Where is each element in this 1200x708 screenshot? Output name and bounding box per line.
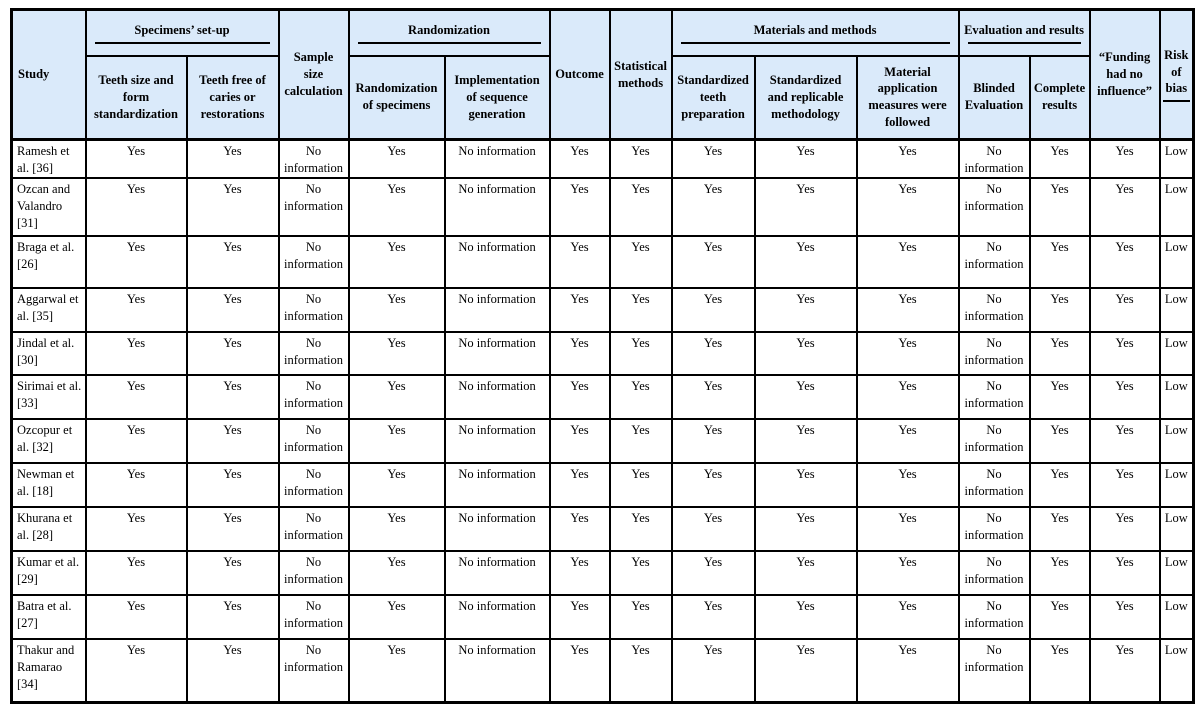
value-cell: Yes [187, 288, 279, 332]
value-cell: Yes [1030, 639, 1090, 702]
value-cell: Yes [86, 178, 187, 236]
column-header-funding-had-no-influence: “Funding had no influence” [1090, 10, 1160, 140]
subcolumn-header-standardized-teeth-preparation: Standardized teeth preparation [672, 56, 755, 140]
table-row [12, 463, 1194, 507]
table-row [12, 551, 1194, 595]
value-cell: Low [1160, 288, 1194, 332]
value-cell: Yes [610, 288, 672, 332]
study-cell: Sirimai et al. [33] [12, 375, 86, 419]
value-cell: Yes [1090, 595, 1160, 639]
value-cell: Low [1160, 551, 1194, 595]
value-cell: Yes [550, 419, 610, 463]
value-cell: No information [279, 236, 349, 288]
value-cell: Yes [610, 332, 672, 375]
value-cell: Yes [755, 419, 857, 463]
value-cell: Yes [857, 140, 959, 179]
group-header-underline [95, 42, 270, 44]
subcolumn-header-sequence-generation: Implementation of sequence generation [445, 56, 550, 140]
column-header-label: Risk of bias [1164, 47, 1189, 96]
group-header-label: Materials and methods [753, 22, 877, 37]
value-cell: Yes [672, 140, 755, 179]
value-cell: No information [445, 178, 550, 236]
value-cell: Yes [187, 639, 279, 702]
subcolumn-header-teeth-size-standardization: Teeth size and form standardization [86, 56, 187, 140]
value-cell: Yes [1030, 332, 1090, 375]
value-cell: Yes [755, 178, 857, 236]
value-cell: Yes [610, 419, 672, 463]
value-cell: Yes [610, 178, 672, 236]
value-cell: Yes [610, 375, 672, 419]
value-cell: Yes [672, 236, 755, 288]
value-cell: Yes [349, 140, 445, 179]
value-cell: No information [959, 595, 1030, 639]
column-header-outcome: Outcome [550, 10, 610, 140]
value-cell: No information [279, 419, 349, 463]
study-cell: Thakur and Ramarao [34] [12, 639, 86, 702]
value-cell: Yes [349, 551, 445, 595]
value-cell: No information [959, 551, 1030, 595]
value-cell: Yes [672, 639, 755, 702]
group-header-randomization [349, 10, 550, 56]
study-cell: Ramesh et al. [36] [12, 140, 86, 179]
group-header-underline [968, 42, 1081, 44]
study-cell: Newman et al. [18] [12, 463, 86, 507]
value-cell: Yes [550, 639, 610, 702]
value-cell: Yes [857, 507, 959, 551]
value-cell: Yes [857, 332, 959, 375]
value-cell: Yes [86, 507, 187, 551]
value-cell: Yes [550, 140, 610, 179]
value-cell: Yes [349, 236, 445, 288]
study-cell: Ozcopur et al. [32] [12, 419, 86, 463]
column-header-underline [1163, 100, 1190, 102]
value-cell: Yes [86, 595, 187, 639]
value-cell: Yes [1090, 419, 1160, 463]
value-cell: Yes [1030, 288, 1090, 332]
value-cell: Yes [1030, 507, 1090, 551]
value-cell: No information [959, 419, 1030, 463]
value-cell: Yes [1030, 463, 1090, 507]
value-cell: Low [1160, 595, 1194, 639]
group-header-underline [681, 42, 950, 44]
value-cell: Yes [1090, 639, 1160, 702]
table-row [12, 288, 1194, 332]
value-cell: Yes [349, 595, 445, 639]
value-cell: Yes [1090, 507, 1160, 551]
value-cell: Yes [1030, 178, 1090, 236]
value-cell: Yes [550, 178, 610, 236]
value-cell: No information [959, 507, 1030, 551]
table-row [12, 507, 1194, 551]
value-cell: Yes [187, 551, 279, 595]
value-cell: Yes [187, 236, 279, 288]
value-cell: Yes [86, 419, 187, 463]
value-cell: Yes [672, 507, 755, 551]
value-cell: Yes [550, 551, 610, 595]
value-cell: Yes [755, 332, 857, 375]
value-cell: No information [445, 375, 550, 419]
value-cell: Low [1160, 236, 1194, 288]
value-cell: No information [959, 236, 1030, 288]
value-cell: No information [445, 639, 550, 702]
value-cell: No information [279, 375, 349, 419]
value-cell: Yes [1090, 140, 1160, 179]
value-cell: Yes [672, 595, 755, 639]
value-cell: Yes [610, 551, 672, 595]
value-cell: Yes [610, 507, 672, 551]
value-cell: No information [445, 463, 550, 507]
value-cell: Yes [610, 236, 672, 288]
value-cell: Yes [755, 507, 857, 551]
value-cell: No information [959, 332, 1030, 375]
value-cell: No information [445, 595, 550, 639]
value-cell: Yes [672, 419, 755, 463]
value-cell: Yes [187, 140, 279, 179]
value-cell: Yes [187, 375, 279, 419]
value-cell: Yes [857, 551, 959, 595]
value-cell: Yes [857, 463, 959, 507]
value-cell: Yes [1030, 419, 1090, 463]
value-cell: No information [445, 140, 550, 179]
value-cell: Yes [857, 236, 959, 288]
value-cell: No information [279, 551, 349, 595]
study-cell: Ozcan and Valandro [31] [12, 178, 86, 236]
value-cell: Yes [672, 178, 755, 236]
value-cell: No information [959, 463, 1030, 507]
value-cell: Yes [857, 595, 959, 639]
value-cell: Low [1160, 639, 1194, 702]
value-cell: Yes [755, 463, 857, 507]
value-cell: Yes [550, 463, 610, 507]
study-cell: Batra et al. [27] [12, 595, 86, 639]
value-cell: Yes [349, 178, 445, 236]
table-row [12, 332, 1194, 375]
value-cell: Yes [187, 463, 279, 507]
column-header-study: Study [12, 10, 86, 140]
value-cell: Yes [610, 595, 672, 639]
value-cell: Yes [755, 375, 857, 419]
value-cell: Yes [1090, 236, 1160, 288]
risk-of-bias-assessment-table [10, 8, 1195, 704]
column-header-risk-of-bias [1160, 10, 1194, 140]
value-cell: Yes [755, 140, 857, 179]
value-cell: Yes [1090, 551, 1160, 595]
value-cell: Yes [349, 507, 445, 551]
column-header-sample-size-calculation: Sample size calculation [279, 10, 349, 140]
value-cell: Yes [672, 463, 755, 507]
value-cell: No information [959, 375, 1030, 419]
value-cell: Yes [1030, 595, 1090, 639]
value-cell: Yes [857, 639, 959, 702]
table-row [12, 639, 1194, 702]
value-cell: No information [279, 595, 349, 639]
value-cell: Yes [1090, 375, 1160, 419]
value-cell: No information [279, 140, 349, 179]
value-cell: Yes [187, 178, 279, 236]
value-cell: Yes [187, 507, 279, 551]
value-cell: Yes [1030, 375, 1090, 419]
value-cell: Yes [610, 463, 672, 507]
value-cell: Yes [349, 639, 445, 702]
header-group-row [12, 10, 1194, 56]
value-cell: No information [959, 639, 1030, 702]
value-cell: Yes [755, 288, 857, 332]
value-cell: Yes [86, 140, 187, 179]
value-cell: No information [279, 288, 349, 332]
value-cell: Yes [857, 288, 959, 332]
value-cell: Yes [672, 332, 755, 375]
subcolumn-header-material-application-measures: Material application measures were followed [857, 56, 959, 140]
value-cell: Yes [86, 551, 187, 595]
value-cell: No information [279, 639, 349, 702]
subcolumn-header-randomization-of-specimens: Randomization of specimens [349, 56, 445, 140]
value-cell: Low [1160, 178, 1194, 236]
value-cell: Yes [86, 236, 187, 288]
value-cell: Yes [857, 178, 959, 236]
value-cell: Yes [86, 463, 187, 507]
value-cell: Yes [187, 332, 279, 375]
table-row [12, 375, 1194, 419]
group-header-label: Randomization [408, 22, 490, 37]
value-cell: No information [959, 140, 1030, 179]
group-header-specimens-setup [86, 10, 279, 56]
value-cell: Yes [1090, 288, 1160, 332]
table-row [12, 595, 1194, 639]
study-cell: Braga et al. [26] [12, 236, 86, 288]
value-cell: Yes [187, 595, 279, 639]
value-cell: Yes [610, 639, 672, 702]
subcolumn-header-teeth-free-of-caries: Teeth free of caries or restorations [187, 56, 279, 140]
value-cell: Yes [550, 375, 610, 419]
value-cell: Yes [86, 332, 187, 375]
value-cell: Yes [857, 419, 959, 463]
value-cell: No information [445, 288, 550, 332]
value-cell: Yes [672, 288, 755, 332]
subcolumn-header-standardized-methodology: Standardized and replicable methodology [755, 56, 857, 140]
value-cell: Yes [610, 140, 672, 179]
value-cell: No information [445, 419, 550, 463]
table-row [12, 419, 1194, 463]
value-cell: Yes [349, 419, 445, 463]
value-cell: Yes [755, 595, 857, 639]
value-cell: Yes [755, 639, 857, 702]
value-cell: No information [959, 288, 1030, 332]
group-header-materials-and-methods [672, 10, 959, 56]
value-cell: Yes [86, 375, 187, 419]
value-cell: Low [1160, 507, 1194, 551]
value-cell: Yes [672, 551, 755, 595]
value-cell: Yes [550, 595, 610, 639]
value-cell: Yes [1030, 236, 1090, 288]
value-cell: Yes [550, 236, 610, 288]
value-cell: Yes [672, 375, 755, 419]
study-cell: Jindal et al. [30] [12, 332, 86, 375]
group-header-label: Evaluation and results [964, 22, 1085, 37]
value-cell: No information [279, 507, 349, 551]
table-row [12, 236, 1194, 288]
table-row [12, 140, 1194, 179]
table-row [12, 178, 1194, 236]
value-cell: Yes [86, 288, 187, 332]
value-cell: No information [445, 507, 550, 551]
value-cell: No information [279, 463, 349, 507]
value-cell: Yes [1090, 178, 1160, 236]
study-cell: Aggarwal et al. [35] [12, 288, 86, 332]
value-cell: No information [959, 178, 1030, 236]
group-header-label: Specimens’ set-up [134, 22, 230, 37]
value-cell: Yes [550, 332, 610, 375]
value-cell: Yes [349, 463, 445, 507]
value-cell: Yes [1090, 332, 1160, 375]
group-header-evaluation-and-results [959, 10, 1090, 56]
value-cell: Low [1160, 140, 1194, 179]
value-cell: Yes [1090, 463, 1160, 507]
value-cell: Yes [1030, 551, 1090, 595]
value-cell: Yes [86, 639, 187, 702]
subcolumn-header-complete-results: Complete results [1030, 56, 1090, 140]
value-cell: Yes [349, 288, 445, 332]
value-cell: Yes [857, 375, 959, 419]
value-cell: Yes [755, 551, 857, 595]
table-body [12, 140, 1194, 703]
value-cell: No information [445, 551, 550, 595]
value-cell: No information [279, 332, 349, 375]
study-cell: Kumar et al. [29] [12, 551, 86, 595]
value-cell: Low [1160, 375, 1194, 419]
value-cell: Yes [755, 236, 857, 288]
value-cell: Low [1160, 332, 1194, 375]
value-cell: No information [445, 236, 550, 288]
group-header-underline [358, 42, 541, 44]
value-cell: Yes [187, 419, 279, 463]
value-cell: Yes [550, 288, 610, 332]
value-cell: Yes [550, 507, 610, 551]
value-cell: Low [1160, 419, 1194, 463]
subcolumn-header-blinded-evaluation: Blinded Evaluation [959, 56, 1030, 140]
value-cell: Low [1160, 463, 1194, 507]
value-cell: Yes [349, 332, 445, 375]
table-header [12, 10, 1194, 140]
value-cell: No information [445, 332, 550, 375]
study-cell: Khurana et al. [28] [12, 507, 86, 551]
value-cell: Yes [349, 375, 445, 419]
column-header-statistical-methods: Statistical methods [610, 10, 672, 140]
value-cell: Yes [1030, 140, 1090, 179]
value-cell: No information [279, 178, 349, 236]
